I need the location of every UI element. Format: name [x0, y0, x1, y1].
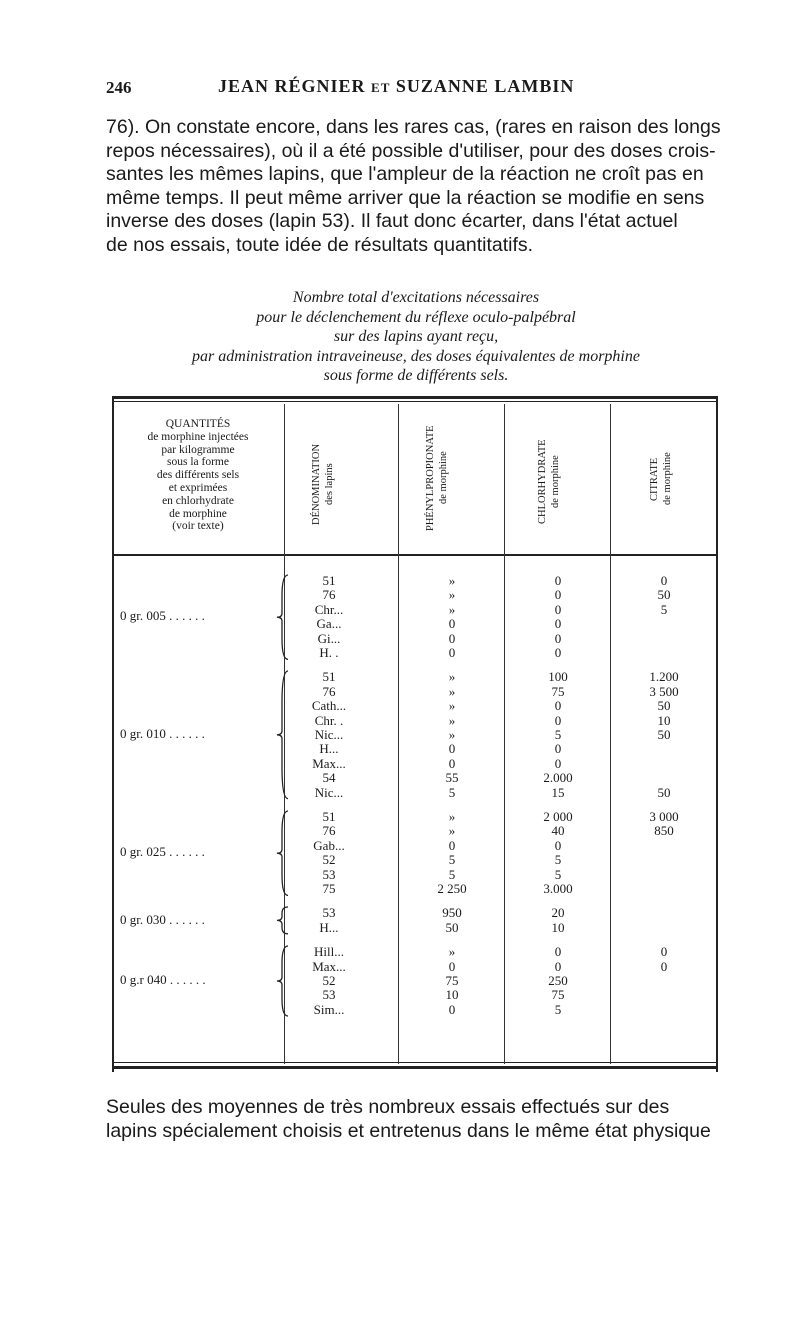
table-cell-citrate: 0 [660, 573, 668, 588]
table-cell-name: 75 [322, 881, 336, 896]
paragraph-line: lapins spécialement choisis et entretenus dans le même état physique [106, 1119, 711, 1142]
table-cell-chlor: 0 [554, 630, 562, 646]
table-cell-chlor: 0 [554, 616, 562, 632]
header-denomination [310, 434, 336, 534]
brace-icon [274, 670, 292, 800]
table-cell-citrate: 1.200 [649, 669, 679, 685]
table-cell-name: Gi... [317, 630, 341, 646]
table-cell-chlor: 15 [551, 784, 565, 800]
table-cell-phenyl: 5 [448, 866, 456, 882]
caption-line: par administration intraveineuse, des doses équivalentes de morphine [192, 347, 640, 365]
table-cell-name: H... [319, 741, 339, 757]
table-cell-phenyl: » [448, 944, 456, 960]
group-dose-label: 0 gr. 005 . . . . . . [120, 608, 205, 624]
table-cell-chlor: 0 [554, 587, 562, 603]
table-cell-phenyl: 950 [442, 905, 462, 921]
header-line: CITRATE [649, 457, 660, 501]
header-citrate [648, 436, 674, 522]
table-cell-phenyl: 0 [448, 1001, 456, 1017]
table-cell-name: Sim... [313, 1001, 345, 1017]
table-cell-citrate: 0 [660, 958, 668, 974]
table-cell-name: Chr. . [314, 712, 344, 728]
header-chlorhydrate [536, 426, 562, 538]
table-cell-name: Hill... [314, 944, 344, 960]
table-cell-chlor: 5 [554, 1001, 562, 1017]
paragraph-line: de nos essais, toute idée de résultats quantitatifs. [106, 233, 534, 256]
table-cell-phenyl: 10 [445, 987, 459, 1003]
running-title: JEAN RÉGNIER et SUZANNE LAMBIN [218, 76, 575, 96]
table-cell-phenyl: » [448, 587, 456, 603]
paragraph-line: Seules des moyennes de très nombreux essais effectués sur des [106, 1096, 670, 1118]
table-cell-citrate: 3 500 [649, 683, 679, 699]
table-cell-name: Ga... [316, 616, 342, 632]
table-cell-phenyl: 55 [445, 770, 459, 786]
caption-line: Nombre total d'excitations nécessaires [292, 289, 540, 306]
table-cell-citrate: 5 [660, 601, 668, 617]
closing-paragraph [106, 1096, 726, 1143]
table-cell-chlor: 5 [554, 727, 562, 742]
table-cell-phenyl: 50 [445, 919, 459, 935]
group-dose-label: 0 gr. 025 . . . . . . [120, 844, 205, 860]
table-cell-phenyl: » [448, 809, 456, 824]
table-caption [106, 288, 726, 386]
table-cell-name: H. . [319, 645, 339, 660]
header-line: de morphine [550, 455, 561, 509]
table-cell-name: Chr... [314, 601, 344, 617]
caption-line: sur des lapins ayant reçu, [333, 328, 499, 345]
table-cell-chlor: 0 [554, 944, 562, 960]
table-cell-name: 76 [322, 823, 336, 839]
header-line: de morphine [662, 452, 673, 506]
table-cell-name: Max... [312, 958, 346, 974]
table-cell-phenyl: 0 [448, 837, 456, 853]
caption-line: sous forme de différents sels. [323, 367, 509, 384]
table-cell-phenyl: 5 [448, 852, 456, 868]
table-cell-citrate: 3 000 [649, 809, 679, 824]
table-cell-phenyl: » [448, 669, 456, 685]
header-line: en chlorhydrate [162, 494, 234, 507]
header-line: PHÉNYLPROPIONATE [425, 425, 436, 531]
table-cell-chlor: 0 [554, 958, 562, 974]
header-line: des différents sels [156, 469, 240, 482]
table-cell-chlor: 5 [554, 866, 562, 882]
column-separator [504, 404, 505, 1064]
header-divider [112, 554, 718, 556]
table-cell-chlor: 0 [554, 837, 562, 853]
table-bottom-rule [112, 1066, 718, 1069]
paragraph-line: santes les mêmes lapins, que l'ampleur de la réaction ne croît pas en [106, 163, 704, 186]
table-top-rule-thin [112, 401, 718, 402]
table-cell-name: Gab... [313, 837, 345, 853]
header-line: sous la forme [167, 456, 229, 469]
intro-paragraph [106, 116, 726, 258]
table-cell-chlor: 10 [551, 919, 565, 935]
table-cell-chlor: 5 [554, 852, 562, 868]
paragraph-line: inverse des doses (lapin 53). Il faut donc écarter, dans l'état actuel [106, 210, 678, 233]
header-line: QUANTITÉS [165, 418, 231, 430]
table-cell-phenyl: 0 [448, 630, 456, 646]
table-cell-name: 51 [322, 669, 336, 685]
table-cell-name: 53 [322, 987, 336, 1003]
header-quantites [118, 418, 278, 533]
table-cell-chlor: 3.000 [543, 881, 573, 896]
table-cell-citrate: 50 [657, 784, 671, 800]
group-dose-label: 0 gr. 010 . . . . . . [120, 726, 205, 742]
table-cell-phenyl: » [448, 698, 456, 714]
header-line: (voir texte) [172, 520, 224, 533]
table-cell-chlor: 2 000 [543, 809, 573, 824]
table-cell-phenyl: 0 [448, 645, 456, 660]
column-separator [610, 404, 611, 1064]
table-cell-citrate: 10 [657, 712, 671, 728]
table-cell-citrate: 50 [657, 587, 671, 603]
table-cell-chlor: 75 [551, 683, 565, 699]
table-cell-chlor: 20 [551, 905, 565, 921]
header-line: DÉNOMINATION [311, 443, 322, 525]
table-cell-phenyl: » [448, 712, 456, 728]
paragraph-line: même temps. Il peut même arriver que la réaction se modifie en sens [106, 186, 705, 209]
table-cell-name: Cath... [311, 698, 347, 714]
table-cell-phenyl: 2 250 [437, 881, 467, 896]
table-cell-chlor: 0 [554, 698, 562, 714]
header-line: et exprimées [168, 481, 228, 494]
brace-icon [274, 574, 292, 660]
table-cell-chlor: 2.000 [543, 770, 573, 786]
table-cell-phenyl: » [448, 573, 456, 588]
paragraph-line: 76). On constate encore, dans les rares cas, (rares en raison des longs [106, 116, 721, 138]
paragraph-line: repos nécessaires), où il a été possible d'utiliser, pour des doses crois- [106, 139, 716, 162]
table-cell-chlor: 75 [551, 987, 565, 1003]
group-dose-label: 0 g.r 040 . . . . . . [120, 972, 206, 988]
table-cell-citrate: 850 [654, 823, 674, 839]
brace-icon [274, 810, 292, 896]
group-dose-label: 0 gr. 030 . . . . . . [120, 911, 205, 927]
table-cell-chlor: 0 [554, 712, 562, 728]
table-cell-chlor: 0 [554, 741, 562, 757]
table-cell-name: Nic... [314, 727, 344, 742]
table-cell-name: 51 [322, 573, 336, 588]
header-line: de morphine [169, 507, 227, 520]
table-left-rule [112, 396, 114, 1072]
table-cell-citrate: 0 [660, 944, 668, 960]
table-cell-chlor: 0 [554, 573, 562, 588]
table-cell-citrate: 50 [657, 727, 671, 742]
table-cell-phenyl: » [448, 823, 456, 839]
header-line: par kilogramme [161, 443, 235, 456]
table-cell-phenyl: 0 [448, 741, 456, 757]
column-separator [398, 404, 399, 1064]
header-line: de morphine [438, 451, 449, 505]
table-cell-name: 54 [322, 770, 336, 786]
table-cell-chlor: 250 [548, 973, 568, 988]
table-cell-phenyl: 5 [448, 784, 456, 800]
header-line: des lapins [324, 463, 335, 505]
header-line: de morphine injectées [147, 430, 249, 443]
table-cell-chlor: 100 [548, 669, 568, 685]
table-cell-phenyl: 75 [445, 973, 459, 988]
table-cell-name: 51 [322, 809, 336, 824]
table-cell-phenyl: 0 [448, 616, 456, 632]
table-cell-chlor: 0 [554, 645, 562, 660]
table-cell-chlor: 0 [554, 755, 562, 771]
table-cell-phenyl: 0 [448, 755, 456, 771]
table-cell-name: 53 [322, 866, 336, 882]
page-number: 246 [106, 78, 132, 97]
header-phenylpropionate [424, 412, 450, 544]
table-right-rule [716, 396, 718, 1072]
table-bottom-rule-thin [112, 1062, 718, 1063]
table-cell-chlor: 40 [551, 823, 565, 839]
table-cell-name: Max... [312, 755, 346, 771]
table-cell-name: 76 [322, 683, 336, 699]
caption-line: pour le déclenchement du réflexe oculo-palpébral [256, 308, 576, 326]
table-cell-name: 52 [322, 973, 336, 988]
table-cell-name: 76 [322, 587, 336, 603]
brace-icon [274, 906, 292, 935]
table-cell-phenyl: 0 [448, 958, 456, 974]
table-cell-chlor: 0 [554, 601, 562, 617]
table-cell-name: 53 [322, 905, 336, 921]
brace-icon [274, 945, 292, 1017]
table-cell-phenyl: » [448, 601, 456, 617]
table-cell-phenyl: » [448, 683, 456, 699]
table-cell-citrate: 50 [657, 698, 671, 714]
table-cell-name: 52 [322, 852, 336, 868]
header-line: CHLORHYDRATE [537, 439, 548, 525]
table-top-rule [112, 396, 718, 399]
table-cell-name: Nic... [314, 784, 344, 800]
table-cell-name: H... [319, 919, 339, 935]
results-table [112, 396, 718, 1072]
table-cell-phenyl: » [448, 727, 456, 742]
page-header [106, 76, 726, 104]
